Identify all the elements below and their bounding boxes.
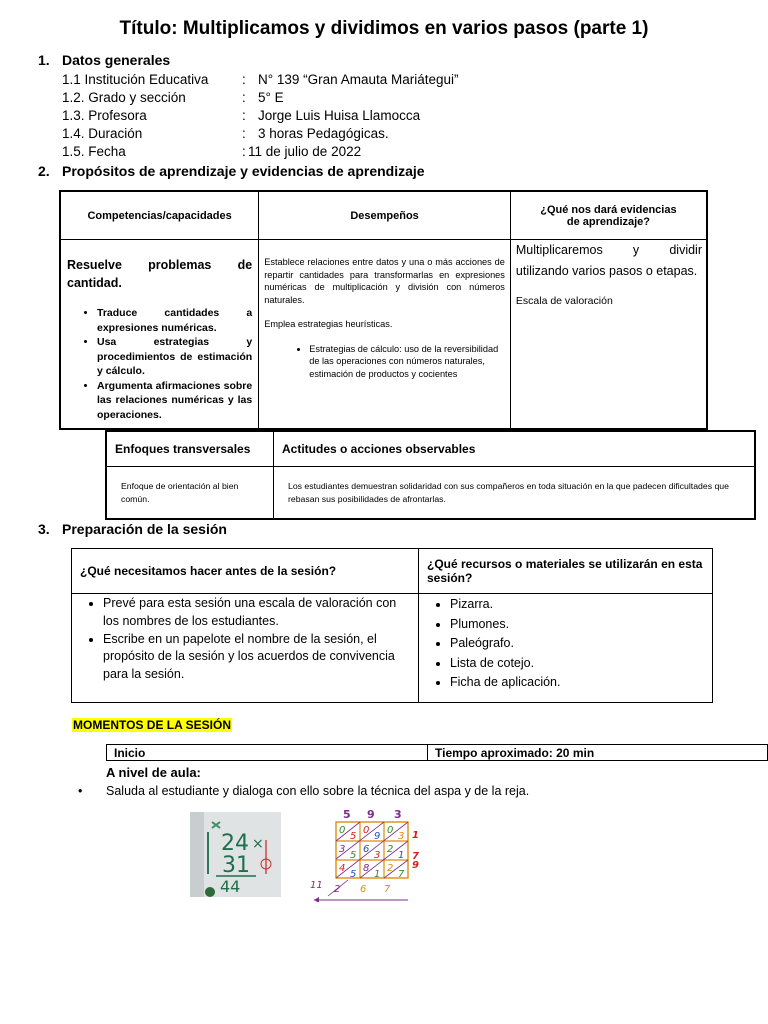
tiempo-label: Tiempo aproximado: 20 min — [428, 745, 768, 761]
actitudes-header: Actitudes o acciones observables — [274, 431, 756, 467]
document-title: Título: Multiplicamos y dividimos en varios pasos (parte 1) — [119, 18, 649, 39]
lattice-right-digit: 1 — [412, 830, 419, 841]
recursos-cell — [419, 594, 713, 703]
photo-number-24: 24 — [221, 831, 249, 856]
section-1-heading — [38, 52, 170, 68]
instrumento-text: Escala de valoración — [515, 295, 613, 307]
desempeno-list — [259, 343, 510, 381]
general-value: Jorge Luis Huisa Llamocca — [258, 108, 421, 123]
lattice-cell-digit: 0 — [363, 825, 370, 836]
header-evidencias: ¿Qué nos dará evidencias de aprendizaje? — [510, 191, 707, 240]
lattice-cell-digit: 5 — [350, 869, 357, 880]
lattice-cell-digit: 1 — [374, 869, 381, 880]
lattice-cell-digit: 7 — [398, 869, 405, 880]
general-colon: : — [242, 90, 246, 105]
bullet-icon: • — [78, 784, 83, 798]
general-colon: : — [242, 72, 246, 87]
lattice-right-digit: 7 — [412, 851, 419, 862]
lattice-top-digit: 9 — [367, 808, 375, 821]
lattice-cell-digit: 2 — [387, 844, 394, 855]
evidencia-text: Multiplicaremos y dividir utilizando varios pasos o etapas. — [515, 243, 702, 278]
lattice-cell-digit: 9 — [374, 831, 381, 842]
competencias-cell — [60, 240, 259, 429]
general-value: 5° E — [258, 90, 284, 105]
general-colon: : — [242, 126, 246, 141]
section-1-title: Datos generales — [62, 52, 171, 68]
capacidad-item: • Usa estrategias y procedimientos de estimación y cálculo. — [97, 335, 252, 379]
recurso-item: • Paleógrafo. — [450, 634, 703, 654]
inicio-label: Inicio — [107, 745, 428, 761]
momentos-heading: MOMENTOS DE LA SESIÓN — [73, 718, 232, 732]
lattice-bottom-digit: 11 — [310, 880, 323, 891]
actitud-cell: Los estudiantes demuestran solidaridad con sus compañeros en toda situación en la que padecen dificultades que rebasan sus posibilidades de afrontarlas. — [274, 467, 756, 520]
general-colon: : — [242, 144, 246, 159]
lattice-top-digit: 5 — [343, 808, 351, 821]
lattice-diagram — [308, 804, 426, 902]
recurso-item: • Pizarra. — [450, 595, 703, 615]
photo-number-44: 44 — [220, 877, 241, 896]
capacidad-item: • Traduce cantidades a expresiones numéricas. — [97, 306, 252, 335]
section-3-number: 3. — [38, 521, 50, 537]
lattice-cell-digit: 6 — [363, 844, 370, 855]
section-3-title: Preparación de la sesión — [62, 521, 227, 537]
lattice-cell-digit: 3 — [398, 831, 405, 842]
antes-cell — [72, 594, 419, 703]
header-desempenos: Desempeños — [259, 191, 511, 240]
lattice-cell-digit: 5 — [350, 831, 357, 842]
enfoques-table — [105, 430, 756, 520]
capacidad-item: • Argumenta afirmaciones sobre las relaciones numéricas y las operaciones. — [97, 379, 252, 423]
lattice-cell-digit: 4 — [339, 863, 346, 874]
general-key: 1.3. Profesora — [62, 108, 147, 123]
aspa-photo — [190, 812, 281, 897]
lattice-cell-digit: 2 — [387, 863, 394, 874]
lattice-right-digit: 9 — [412, 860, 419, 871]
header-competencias: Competencias/capacidades — [60, 191, 259, 240]
inicio-table — [106, 744, 768, 761]
lattice-cell-digit: 8 — [363, 863, 370, 874]
section-3-heading — [38, 521, 227, 537]
section-2-heading — [38, 163, 425, 179]
desempenos-cell — [259, 240, 511, 429]
preparation-table — [71, 548, 713, 703]
desempeno-strategy: Emplea estrategias heurísticas. — [264, 319, 393, 329]
enfoques-header: Enfoques transversales — [106, 431, 274, 467]
general-key: 1.2. Grado y sección — [62, 90, 186, 105]
evidencias-cell — [510, 240, 707, 429]
recurso-item: • Ficha de aplicación. — [450, 673, 703, 693]
general-value: 11 de julio de 2022 — [248, 144, 362, 159]
lattice-bottom-digit: 6 — [360, 884, 367, 895]
marker-cap — [205, 887, 215, 897]
enfoque-cell: Enfoque de orientación al bien común. — [106, 467, 274, 520]
recursos-list — [420, 595, 711, 693]
lattice-bottom-digit: 2 — [334, 884, 341, 895]
lattice-cell-digit: 0 — [339, 825, 346, 836]
saludo-bullet — [78, 784, 529, 798]
lattice-cell-digit: 5 — [350, 850, 357, 861]
lattice-top-digit: 3 — [394, 808, 402, 821]
general-key: 1.1 Institución Educativa — [62, 72, 209, 87]
lattice-cell-digit: 3 — [339, 844, 346, 855]
lattice-bottom-digit: 7 — [384, 884, 391, 895]
general-value: N° 139 “Gran Amauta Mariátegui” — [258, 72, 459, 87]
capacidades-list — [61, 306, 258, 422]
lattice-cell-digit: 1 — [398, 850, 405, 861]
desempeno-text: Establece relaciones entre datos y una o más acciones de repartir cantidades para transformarlas en expresiones numéricas de multiplicación y división con números naturales. — [264, 257, 505, 305]
desempeno-item: • Estrategias de cálculo: uso de la reversibilidad de las operaciones con números naturales, estimación de productos y cocientes — [309, 343, 504, 381]
antes-header: ¿Qué necesitamos hacer antes de la sesión? — [72, 549, 419, 594]
photo-edge — [190, 812, 204, 897]
saludo-text: Saluda al estudiante y dialoga con ello sobre la técnica del aspa y de la reja. — [106, 784, 530, 798]
antes-item: • Prevé para esta sesión una escala de valoración con los nombres de los estudiantes. — [103, 595, 409, 631]
general-key: 1.5. Fecha — [62, 144, 126, 159]
photo-number-31: 31 — [222, 853, 250, 878]
photo-times-sign: × — [252, 836, 264, 852]
section-1-number: 1. — [38, 52, 50, 68]
antes-item: • Escribe en un papelote el nombre de la sesión, el propósito de la sesión y los acuerdos de convivencia para la sesión. — [103, 631, 409, 684]
recurso-item: • Plumones. — [450, 615, 703, 635]
competencia-title: Resuelve problemas de cantidad. — [67, 258, 253, 290]
nivel-aula-heading: A nivel de aula: — [106, 765, 201, 780]
section-2-title: Propósitos de aprendizaje y evidencias de aprendizaje — [62, 163, 425, 179]
lattice-cell-digit: 3 — [374, 850, 381, 861]
purposes-table — [59, 190, 708, 430]
recursos-header: ¿Qué recursos o materiales se utilizarán en esta sesión? — [419, 549, 713, 594]
general-value: 3 horas Pedagógicas. — [258, 126, 389, 141]
general-colon: : — [242, 108, 246, 123]
antes-list — [73, 595, 417, 684]
section-2-number: 2. — [38, 163, 50, 179]
lattice-cell-digit: 0 — [387, 825, 394, 836]
general-key: 1.4. Duración — [62, 126, 143, 141]
recurso-item: • Lista de cotejo. — [450, 654, 703, 674]
